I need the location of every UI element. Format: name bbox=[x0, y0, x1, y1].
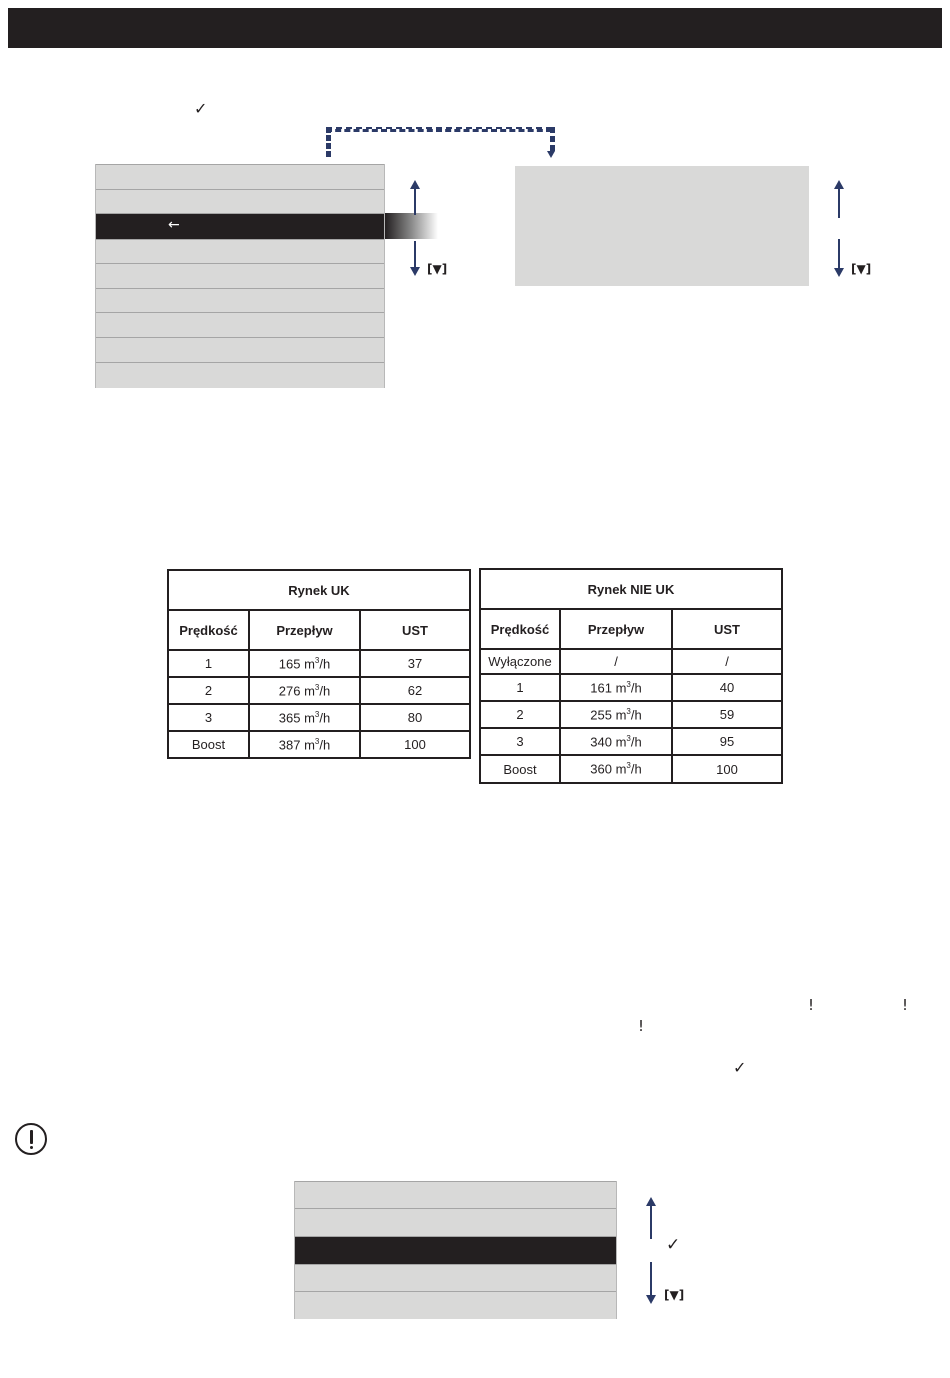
connector-top bbox=[326, 127, 552, 132]
menu-row[interactable] bbox=[96, 337, 384, 361]
col-header: Prędkość bbox=[480, 609, 560, 649]
menu-row-selected[interactable] bbox=[96, 213, 384, 239]
cell-ust: 100 bbox=[672, 755, 782, 783]
exclamation-mark: ! bbox=[808, 996, 815, 1014]
cell-flow: 165 $m^3/h$ bbox=[249, 650, 360, 677]
col-header: Przepływ bbox=[249, 610, 360, 650]
cell-speed: 1 bbox=[480, 674, 560, 701]
up-arrow-icon[interactable] bbox=[408, 180, 422, 215]
warning-icon bbox=[15, 1123, 47, 1155]
cell-ust: 80 bbox=[360, 704, 470, 731]
cell-speed: 1 bbox=[168, 650, 249, 677]
down-key-label: [▼] bbox=[851, 262, 872, 276]
down-arrow-icon[interactable] bbox=[644, 1262, 658, 1304]
table-row bbox=[480, 701, 782, 728]
cell-flow: 387 $m^3/h$ bbox=[249, 731, 360, 758]
cell-speed: Boost bbox=[480, 755, 560, 783]
cell-flow: / bbox=[560, 649, 672, 674]
cell-flow: 360 $m^3/h$ bbox=[560, 755, 672, 783]
table-row bbox=[480, 674, 782, 701]
cell-ust: 40 bbox=[672, 674, 782, 701]
up-arrow-icon[interactable] bbox=[644, 1197, 658, 1239]
cell-speed: 3 bbox=[480, 728, 560, 755]
menu-row[interactable] bbox=[96, 164, 384, 188]
menu-row[interactable] bbox=[96, 239, 384, 263]
back-arrow-icon: ← bbox=[168, 217, 180, 233]
menu-row[interactable] bbox=[96, 189, 384, 213]
menu-row[interactable] bbox=[295, 1181, 616, 1208]
cell-ust: 62 bbox=[360, 677, 470, 704]
exclamation-mark: ! bbox=[638, 1017, 645, 1035]
cell-speed: 2 bbox=[480, 701, 560, 728]
cell-flow: 340 $m^3/h$ bbox=[560, 728, 672, 755]
menu-row[interactable] bbox=[295, 1264, 616, 1291]
col-header: UST bbox=[360, 610, 470, 650]
menu-row[interactable] bbox=[96, 312, 384, 336]
exclamation-mark: ! bbox=[902, 996, 909, 1014]
table-row bbox=[168, 704, 470, 731]
menu-row[interactable] bbox=[96, 288, 384, 312]
col-header: Prędkość bbox=[168, 610, 249, 650]
cell-flow: 161 $m^3/h$ bbox=[560, 674, 672, 701]
col-header: UST bbox=[672, 609, 782, 649]
cell-ust: 59 bbox=[672, 701, 782, 728]
cell-speed: 3 bbox=[168, 704, 249, 731]
cell-ust: 37 bbox=[360, 650, 470, 677]
table-row bbox=[168, 650, 470, 677]
cell-ust: 95 bbox=[672, 728, 782, 755]
cell-speed: Wyłączone bbox=[480, 649, 560, 674]
menu-row[interactable] bbox=[96, 362, 384, 388]
check-icon: ✓ bbox=[733, 1058, 747, 1077]
down-key-label: [▼] bbox=[664, 1288, 685, 1302]
table-row bbox=[480, 649, 782, 674]
table-row bbox=[168, 677, 470, 704]
lcd-panel-submenu bbox=[515, 166, 809, 286]
connector-arrowhead bbox=[547, 151, 555, 158]
table-row bbox=[168, 731, 470, 758]
table-row bbox=[480, 755, 782, 783]
down-arrow-icon[interactable] bbox=[408, 241, 422, 276]
lcd-menu-main bbox=[95, 164, 385, 388]
down-arrow-icon[interactable] bbox=[832, 239, 846, 277]
menu-row[interactable] bbox=[295, 1291, 616, 1319]
cell-speed: 2 bbox=[168, 677, 249, 704]
table-title: Rynek NIE UK bbox=[480, 569, 782, 609]
up-arrow-icon[interactable] bbox=[832, 180, 846, 218]
table-title: Rynek UK bbox=[168, 570, 470, 610]
table-non-uk-market bbox=[479, 568, 783, 784]
table-uk-market bbox=[167, 569, 471, 759]
cell-speed: Boost bbox=[168, 731, 249, 758]
menu-row-selected[interactable] bbox=[295, 1236, 616, 1264]
lcd-menu-bottom bbox=[294, 1181, 617, 1319]
table-row bbox=[480, 728, 782, 755]
cell-flow: 255 $m^3/h$ bbox=[560, 701, 672, 728]
header-bar bbox=[8, 8, 942, 48]
check-icon: ✓ bbox=[666, 1235, 681, 1255]
connector-left bbox=[326, 127, 331, 157]
menu-row[interactable] bbox=[295, 1208, 616, 1236]
check-icon: ✓ bbox=[194, 99, 208, 118]
down-key-label: [▼] bbox=[427, 262, 448, 276]
cell-ust: / bbox=[672, 649, 782, 674]
cell-ust: 100 bbox=[360, 731, 470, 758]
menu-row[interactable] bbox=[96, 263, 384, 287]
selection-fade bbox=[385, 213, 438, 239]
cell-flow: 365 $m^3/h$ bbox=[249, 704, 360, 731]
col-header: Przepływ bbox=[560, 609, 672, 649]
cell-flow: 276 $m^3/h$ bbox=[249, 677, 360, 704]
connector-right bbox=[550, 127, 555, 151]
